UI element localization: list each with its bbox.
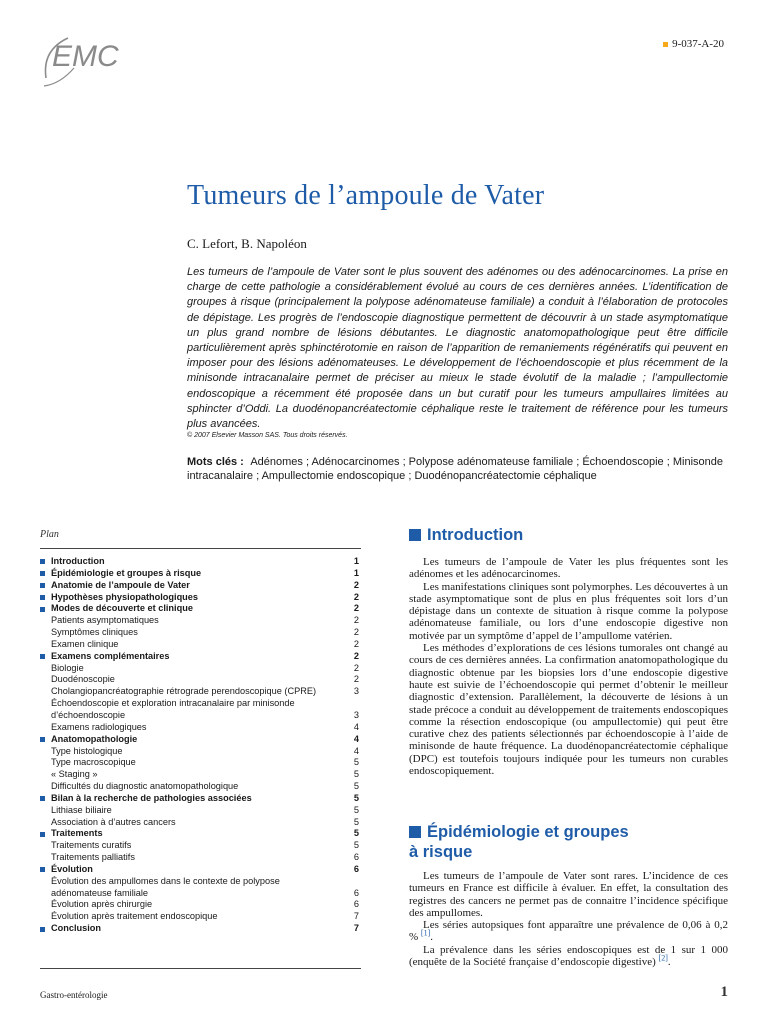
square-bullet-icon bbox=[40, 559, 45, 564]
plan-item-label-wrap bbox=[40, 592, 198, 604]
paragraph-end: . bbox=[667, 956, 671, 969]
plan-item-page: 2 bbox=[353, 627, 359, 638]
plan-item-page: 3 bbox=[353, 686, 359, 697]
square-bullet-icon bbox=[40, 583, 45, 588]
plan-item-page: 2 bbox=[353, 615, 359, 626]
plan-item[interactable] bbox=[40, 568, 361, 580]
article-title: Tumeurs de l’ampoule de Vater bbox=[187, 180, 545, 211]
plan-item-label-wrap bbox=[40, 663, 84, 675]
paragraph: Les manifestations cliniques sont polymorphes. Les découvertes à un stade asymptomatique sont de plus en plus fréquentes soit lors d’un dépistage dans un contexte de situation à risque comme la polypose adénomateuse familiale, ou lors d’une endoscopie digestive non motivée par un symptôme d’appel de l’ampullome vatérien. bbox=[409, 580, 728, 642]
emc-logo bbox=[40, 20, 120, 92]
plan-item-label-wrap bbox=[40, 852, 135, 864]
plan-item-label-wrap bbox=[40, 840, 131, 852]
plan-item-label: Traitements palliatifs bbox=[51, 852, 135, 863]
plan-item[interactable] bbox=[40, 580, 361, 592]
introduction-body bbox=[409, 556, 728, 777]
plan-item[interactable] bbox=[40, 757, 361, 769]
plan-divider-top bbox=[40, 548, 361, 549]
paragraph: Les tumeurs de l’ampoule de Vater les plus fréquentes sont les adénomes et les adénocarcinomes. bbox=[409, 556, 728, 581]
paragraph-text: Les séries autopsiques font apparaître une prévalence de 0,06 à 0,2 % bbox=[409, 919, 728, 944]
plan-item-page: 6 bbox=[353, 887, 359, 898]
plan-item-label-wrap bbox=[40, 734, 137, 746]
plan-item[interactable] bbox=[40, 864, 361, 876]
plan-item-page: 2 bbox=[353, 591, 359, 602]
plan-item-label-wrap bbox=[40, 746, 123, 758]
plan-item-label: Cholangiopancréatographie rétrograde perendoscopique (CPRE) bbox=[51, 686, 317, 697]
paragraph-text: La prévalence dans les séries endoscopiques est de 1 sur 1 000 (enquête de la Société française d’endoscopie digestive) bbox=[409, 943, 728, 969]
plan-item-label: Hypothèses physiopathologiques bbox=[51, 591, 199, 602]
plan-item[interactable] bbox=[40, 639, 361, 651]
plan-item[interactable] bbox=[40, 899, 361, 911]
plan-item-label-wrap bbox=[40, 793, 252, 805]
plan-item-label: adénomateuse familiale bbox=[51, 887, 149, 898]
square-bullet-icon bbox=[40, 654, 45, 659]
square-bullet-icon bbox=[40, 607, 45, 612]
plan-item[interactable] bbox=[40, 686, 361, 698]
epidemiology-heading-line1: Épidémiologie et groupes bbox=[427, 823, 629, 841]
plan-item-page: 5 bbox=[353, 757, 359, 768]
plan-item-page: 4 bbox=[353, 721, 359, 732]
plan-item-label: « Staging » bbox=[51, 769, 98, 780]
plan-item-label: Anatomopathologie bbox=[51, 733, 138, 744]
plan-item[interactable] bbox=[40, 805, 361, 817]
plan-item-label: Traitements curatifs bbox=[51, 840, 132, 851]
plan-item[interactable] bbox=[40, 698, 361, 710]
plan-item-page: 6 bbox=[353, 899, 359, 910]
copyright: © 2007 Elsevier Masson SAS. Tous droits réservés. bbox=[187, 432, 348, 439]
square-bullet-icon bbox=[40, 867, 45, 872]
plan-item[interactable] bbox=[40, 817, 361, 829]
plan-item-label: Modes de découverte et clinique bbox=[51, 603, 193, 614]
abstract: Les tumeurs de l’ampoule de Vater sont le plus souvent des adénomes ou des adénocarcinomes. La prise en charge de cette pathologie a considérablement évolué au cours de ces dernières années. L’identification de groupes à risque (principalement la polypose adénomateuse familiale) a conduit à l’élaboration de protocoles de dépistage. Les progrès de l’endoscopie diagnostique permettent de découvrir à un stade asymptomatique un plus grand nombre de lésions débutantes. Le diagnostic anatomopathologique peut être difficile particulièrement après sphinctérotomie en raison de l’apparition de remaniements régénératifs qui peuvent en imposer pour des lésions adénomateuses. Le développement de l’échoendoscopie et plus récemment de la minisonde intracanalaire permet de préciser au mieux le stade évolutif de la maladie ; l’ampullectomie endoscopique a récemment été proposée dans un but curatif pour les tumeurs ampullaires limitées au sphincter d’Oddi. La duodénopancréatectomie céphalique reste le traitement de référence pour les tumeurs plus avancées. bbox=[187, 266, 728, 431]
citation-link[interactable]: [2] bbox=[658, 953, 668, 963]
plan-item-page: 6 bbox=[353, 852, 359, 863]
plan-item[interactable] bbox=[40, 674, 361, 686]
plan-item-label-wrap bbox=[40, 603, 193, 615]
plan-item-page: 5 bbox=[353, 816, 359, 827]
plan-item-page: 5 bbox=[353, 769, 359, 780]
plan-item-label-wrap bbox=[40, 923, 101, 935]
plan-item-label: Patients asymptomatiques bbox=[51, 615, 159, 626]
plan-item-label: Biologie bbox=[51, 662, 84, 673]
plan-item-label-wrap bbox=[40, 686, 316, 698]
plan-item-label-wrap bbox=[40, 781, 238, 793]
paragraph: Les méthodes d’explorations de ces lésions tumorales ont changé au cours de ces dernières années. La confirmation anatomopathologique du diagnostic obtenue par les biopsies lors d’une endoscopie digestive haute est suivie de l’échoendoscopie qui permet d’obtenir le meilleur diagnostic d’extension. Parallèlement, la découverte de lésions à un stade précoce a conduit au développement de traitements endoscopiques comme la résection endoscopique (ou ampullectomie) qui peut être curative chez des patients sélectionnés par échoendoscopie à l’aide de minisonde de haute fréquence. La duodénopancréatectomie céphalique (DPC) est toutefois toujours indiquée pour les tumeurs non curables endoscopiquement. bbox=[409, 642, 728, 778]
plan-item[interactable] bbox=[40, 923, 361, 935]
epidemiology-heading-line2: à risque bbox=[409, 843, 473, 861]
plan-item-label-wrap bbox=[40, 651, 169, 663]
plan-item-label-wrap bbox=[40, 568, 201, 580]
plan-item-label: Conclusion bbox=[51, 923, 102, 934]
keywords bbox=[187, 455, 728, 483]
plan-item-page: 4 bbox=[353, 745, 359, 756]
plan-item-page: 5 bbox=[353, 792, 359, 803]
plan-item-label: Type macroscopique bbox=[51, 757, 136, 768]
square-bullet-icon bbox=[40, 571, 45, 576]
plan-item[interactable] bbox=[40, 722, 361, 734]
square-bullet-icon bbox=[40, 927, 45, 932]
plan-item[interactable] bbox=[40, 603, 361, 615]
plan-item-page: 7 bbox=[353, 923, 359, 934]
plan-item[interactable] bbox=[40, 627, 361, 639]
plan-item[interactable] bbox=[40, 828, 361, 840]
page-number: 1 bbox=[720, 984, 728, 1000]
plan-item[interactable] bbox=[40, 746, 361, 758]
plan-item[interactable] bbox=[40, 710, 361, 722]
plan-item-label-wrap bbox=[40, 899, 152, 911]
plan-item-page bbox=[359, 876, 361, 888]
square-bullet-icon bbox=[40, 796, 45, 801]
plan-item-label-wrap bbox=[40, 627, 138, 639]
plan-item[interactable] bbox=[40, 911, 361, 923]
plan-item-label-wrap bbox=[40, 828, 103, 840]
square-bullet-icon bbox=[663, 42, 668, 47]
keywords-label: Mots clés : bbox=[187, 456, 244, 468]
plan-item[interactable] bbox=[40, 615, 361, 627]
plan-item-page: 6 bbox=[353, 863, 359, 874]
plan-item-label: Introduction bbox=[51, 556, 105, 566]
plan-item-label-wrap bbox=[40, 698, 295, 710]
plan-item-label: Examen clinique bbox=[51, 638, 119, 649]
plan-item-page: 2 bbox=[353, 603, 359, 614]
plan-item-page: 5 bbox=[353, 828, 359, 839]
plan-item[interactable] bbox=[40, 852, 361, 864]
section-heading-epidemiology bbox=[409, 822, 629, 862]
plan-item[interactable] bbox=[40, 663, 361, 675]
plan-heading: Plan bbox=[40, 529, 59, 540]
section-heading-introduction bbox=[409, 525, 523, 545]
citation-link[interactable]: [1] bbox=[420, 928, 431, 938]
plan-item[interactable] bbox=[40, 556, 361, 568]
introduction-heading-text: Introduction bbox=[427, 526, 524, 544]
plan-item-page bbox=[359, 698, 361, 710]
plan-item-label-wrap bbox=[40, 757, 136, 769]
plan-item-label: Difficultés du diagnostic anatomopathologique bbox=[51, 781, 239, 792]
plan-item-page: 2 bbox=[353, 650, 359, 661]
plan-item-label-wrap bbox=[40, 722, 147, 734]
plan-item[interactable] bbox=[40, 769, 361, 781]
plan-item-label-wrap bbox=[40, 710, 125, 722]
plan-item-label: Lithiase biliaire bbox=[51, 804, 112, 815]
plan-item-label: Traitements bbox=[51, 828, 103, 839]
plan-item-page: 7 bbox=[353, 911, 359, 922]
square-bullet-icon bbox=[40, 737, 45, 742]
plan-item-label: Évolution après traitement endoscopique bbox=[51, 911, 218, 922]
square-bullet-icon bbox=[40, 832, 45, 837]
plan-item[interactable] bbox=[40, 734, 361, 746]
square-bullet-icon bbox=[409, 826, 421, 838]
plan-item-page: 2 bbox=[353, 674, 359, 685]
epidemiology-body bbox=[409, 870, 728, 968]
plan-item[interactable] bbox=[40, 793, 361, 805]
journal-name: Gastro-entérologie bbox=[40, 990, 108, 1000]
plan-item-label: Échoendoscopie et exploration intracanalaire par minisonde bbox=[51, 698, 295, 709]
article-authors: C. Lefort, B. Napoléon bbox=[187, 236, 307, 251]
plan-item-page: 4 bbox=[353, 733, 359, 744]
plan-item-label: Évolution bbox=[51, 863, 93, 874]
plan-item-page: 2 bbox=[353, 579, 359, 590]
plan-item-label: Symptômes cliniques bbox=[51, 627, 138, 638]
plan-item-label-wrap bbox=[40, 674, 115, 686]
reference-code: 9-037-A-20 bbox=[672, 38, 724, 50]
plan-item-page: 3 bbox=[353, 709, 359, 720]
plan-item-label-wrap bbox=[40, 864, 93, 876]
plan-list bbox=[40, 556, 361, 935]
plan-item-label-wrap bbox=[40, 888, 148, 900]
svg-text:EMC: EMC bbox=[52, 40, 119, 73]
plan-item-label: Duodénoscopie bbox=[51, 674, 115, 685]
plan-item-label-wrap bbox=[40, 580, 190, 592]
plan-item-label-wrap bbox=[40, 911, 218, 923]
paragraph bbox=[409, 919, 728, 944]
plan-item-page: 5 bbox=[353, 840, 359, 851]
plan-item[interactable] bbox=[40, 592, 361, 604]
plan-item-label: Épidémiologie et groupes à risque bbox=[51, 567, 202, 578]
paragraph-end: . bbox=[430, 931, 433, 944]
plan-item-label: Évolution des ampullomes dans le contexte de polypose bbox=[51, 875, 280, 886]
plan-item-label-wrap bbox=[40, 615, 159, 627]
plan-item-label: Examens radiologiques bbox=[51, 721, 147, 732]
plan-item-page: 5 bbox=[353, 781, 359, 792]
plan-item-label: Examens complémentaires bbox=[51, 650, 170, 661]
plan-item-page: 1 bbox=[353, 556, 359, 566]
plan-divider-bottom bbox=[40, 968, 361, 969]
plan-item-label: Type histologique bbox=[51, 745, 123, 756]
paragraph: Les tumeurs de l’ampoule de Vater sont rares. L’incidence de ces tumeurs en France est difficile à évaluer. En effet, la consultation des registres des cancers ne permet pas de connaitre l’incidence spécifique des ampullomes. bbox=[409, 870, 728, 919]
plan-item-page: 1 bbox=[353, 567, 359, 578]
plan-item-page: 2 bbox=[353, 638, 359, 649]
plan-item-page: 2 bbox=[353, 662, 359, 673]
plan-item[interactable] bbox=[40, 781, 361, 793]
plan-item-label-wrap bbox=[40, 556, 105, 568]
plan-item-label: Anatomie de l’ampoule de Vater bbox=[51, 579, 190, 590]
plan-item[interactable] bbox=[40, 888, 361, 900]
square-bullet-icon bbox=[40, 595, 45, 600]
plan-item-label-wrap bbox=[40, 769, 98, 781]
plan-item-label-wrap bbox=[40, 817, 176, 829]
plan-item-label-wrap bbox=[40, 639, 118, 651]
plan-item-label: d’échoendoscopie bbox=[51, 709, 126, 720]
square-bullet-icon bbox=[409, 529, 421, 541]
article-reference bbox=[663, 38, 724, 50]
plan-item[interactable] bbox=[40, 651, 361, 663]
plan-item-page: 5 bbox=[353, 804, 359, 815]
plan-item-label-wrap bbox=[40, 876, 280, 888]
keywords-list: Adénomes ; Adénocarcinomes ; Polypose adénomateuse familiale ; Échoendoscopie ; Minisonde intracanalaire ; Ampullectomie endoscopique ; Duodénopancréatectomie céphalique bbox=[187, 456, 723, 482]
plan-item-label: Association à d’autres cancers bbox=[51, 816, 176, 827]
plan-item-label-wrap bbox=[40, 805, 112, 817]
plan-item-label: Évolution après chirurgie bbox=[51, 899, 153, 910]
plan-item-label: Bilan à la recherche de pathologies associées bbox=[51, 792, 252, 803]
plan-item[interactable] bbox=[40, 840, 361, 852]
plan-item[interactable] bbox=[40, 876, 361, 888]
paragraph bbox=[409, 944, 728, 969]
